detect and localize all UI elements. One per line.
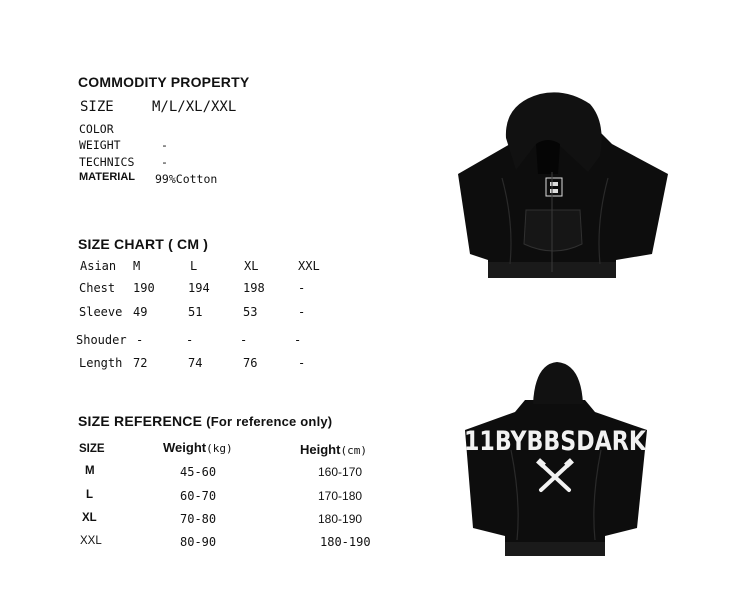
size-chart-cell: Sleeve xyxy=(79,305,123,319)
size-chart-cell: - xyxy=(136,333,144,347)
reference-header-height xyxy=(300,442,367,457)
back-print-text: 11BYBBSDARK xyxy=(464,426,647,457)
reference-header-height-label: Height xyxy=(300,442,341,457)
size-chart-cell: 53 xyxy=(243,305,258,319)
material-label: MATERIAL xyxy=(79,171,136,183)
reference-cell-weight: 60-70 xyxy=(180,489,217,503)
size-label: SIZE xyxy=(80,99,114,115)
size-reference-heading xyxy=(78,413,332,429)
reference-header-weight-unit: (kg) xyxy=(206,442,233,455)
reference-header-size: SIZE xyxy=(79,443,105,455)
reference-header-weight-label: Weight xyxy=(163,440,207,455)
property-heading: COMMODITY PROPERTY xyxy=(78,74,250,90)
size-chart-header-cell: XL xyxy=(244,259,259,273)
size-chart-cell: 194 xyxy=(188,281,210,295)
weight-label: WEIGHT xyxy=(79,138,121,152)
size-value: M/L/XL/XXL xyxy=(152,99,237,115)
size-reference-note: (For reference only) xyxy=(206,414,333,429)
size-chart-heading: SIZE CHART ( CM ) xyxy=(78,236,209,252)
front-hoodie-image xyxy=(440,82,680,292)
size-chart-cell: 74 xyxy=(188,356,203,370)
technics-label: TECHNICS xyxy=(79,155,135,169)
size-chart-cell: Shouder xyxy=(76,333,127,347)
size-chart-cell: - xyxy=(298,281,306,295)
size-chart-header-cell: L xyxy=(190,259,198,273)
reference-header-height-unit: (cm) xyxy=(340,444,367,457)
size-chart-cell: 198 xyxy=(243,281,265,295)
size-chart-cell: Length xyxy=(79,356,123,370)
reference-cell-size: XL xyxy=(82,512,97,524)
reference-cell-height: 170-180 xyxy=(318,489,363,503)
size-chart-cell: - xyxy=(294,333,302,347)
weight-value: - xyxy=(161,138,168,152)
reference-cell-height: 180-190 xyxy=(318,512,363,526)
size-chart-cell: 76 xyxy=(243,356,258,370)
reference-cell-size: L xyxy=(86,489,94,501)
back-hoodie-image xyxy=(455,360,655,570)
reference-cell-weight: 80-90 xyxy=(180,535,217,549)
reference-cell-weight: 45-60 xyxy=(180,465,217,479)
size-chart-cell: - xyxy=(298,356,306,370)
reference-cell-height: 180-190 xyxy=(320,535,371,549)
reference-header-weight xyxy=(163,440,233,455)
size-chart-header-cell: XXL xyxy=(298,259,320,273)
color-label: COLOR xyxy=(79,122,114,136)
size-chart-cell: - xyxy=(240,333,248,347)
reference-cell-size: XXL xyxy=(80,535,102,547)
size-chart-cell: 72 xyxy=(133,356,148,370)
technics-value: - xyxy=(161,155,168,169)
material-value: 99%Cotton xyxy=(155,172,218,186)
size-reference-title: SIZE REFERENCE xyxy=(78,413,203,429)
size-chart-cell: 51 xyxy=(188,305,203,319)
size-chart-header-cell: M xyxy=(133,259,141,273)
size-chart-cell: 190 xyxy=(133,281,155,295)
size-chart-header-cell: Asian xyxy=(80,259,117,273)
size-chart-cell: Chest xyxy=(79,281,116,295)
reference-cell-weight: 70-80 xyxy=(180,512,217,526)
reference-cell-height: 160-170 xyxy=(318,465,363,479)
size-chart-cell: - xyxy=(186,333,194,347)
size-chart-cell: 49 xyxy=(133,305,148,319)
reference-cell-size: M xyxy=(85,465,95,477)
size-chart-cell: - xyxy=(298,305,306,319)
